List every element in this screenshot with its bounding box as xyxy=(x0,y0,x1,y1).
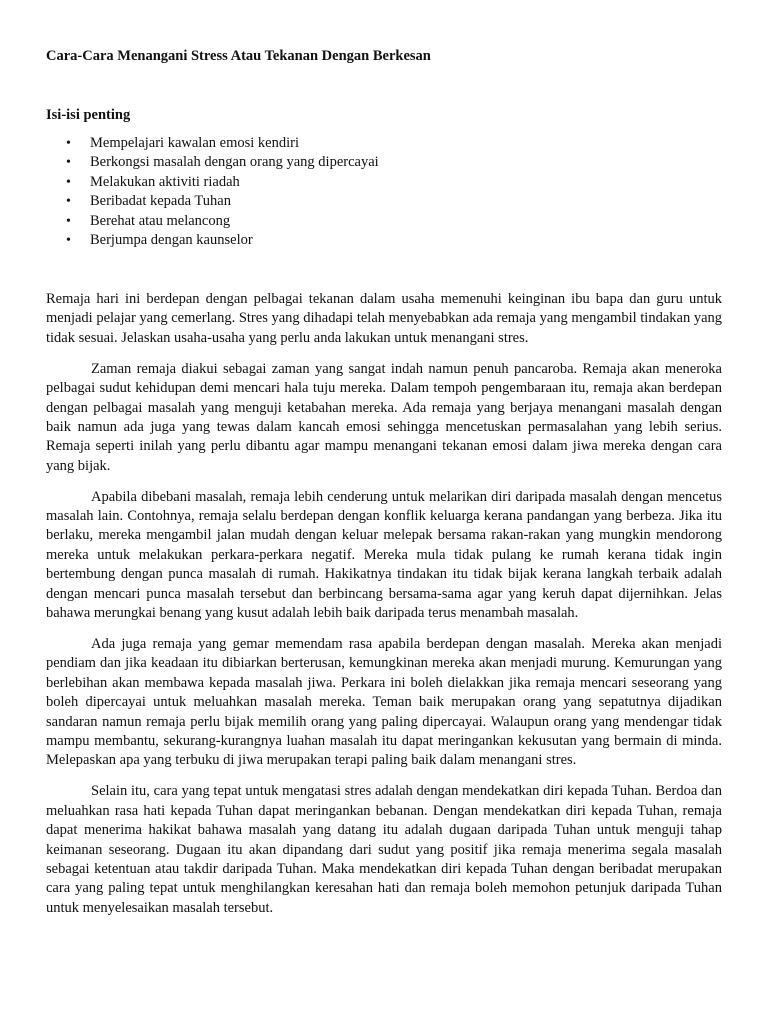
bullet-icon: • xyxy=(66,213,71,229)
list-item xyxy=(46,173,379,192)
paragraph-3: Ada juga remaja yang gemar memendam rasa apabila berdepan dengan masalah. Mereka akan menjadi pendiam dan jika keadaan itu dibiarkan berterusan, kemungkinan mereka akan menjadi murung. Kemurungan yang berlebihan akan membawa kepada masalah jiwa. Perkara ini boleh dielakkan jika remaja mencari seseorang yang boleh dipercayai untuk meluahkan masalah mereka. Teman baik merupakan orang yang sepatutnya dijadikan sandaran namun remaja perlu bijak memilih orang yang paling dipercayai. Walaupun orang yang mendengar tidak mampu membantu, sekurang-kurangnya luahan masalah itu dapat meringankan kekusutan yang bermain di minda. Melepaskan apa yang terbuku di jiwa merupakan terapi paling baik dalam menangani stres. xyxy=(46,636,722,769)
list-item xyxy=(46,231,379,250)
list-item-text: Mempelajari kawalan emosi kendiri xyxy=(90,135,299,151)
paragraph-intro: Remaja hari ini berdepan dengan pelbagai tekanan dalam usaha memenuhi keinginan ibu bapa dan guru untuk menjadi pelajar yang cemerlang. Stres yang dihadapi telah menyebabkan ada remaja yang mengambil tindakan yang tidak sesuai. Jelaskan usaha-usaha yang perlu anda lakukan untuk menangani stres. xyxy=(46,291,723,346)
list-item xyxy=(46,153,379,172)
list-item xyxy=(46,192,379,211)
document-title: Cara-Cara Menangani Stress Atau Tekanan Dengan Berkesan xyxy=(46,48,431,64)
paragraph-2: Apabila dibebani masalah, remaja lebih cenderung untuk melarikan diri daripada masalah dengan mencetus masalah lain. Contohnya, remaja selalu berdepan dengan konflik keluarga kerana pandangan yang berbeza. Jika itu berlaku, mereka mengambil jalan mudah dengan keluar melepak bersama rakan-rakan yang mungkin mendorong mereka untuk melakukan perkara-perkara negatif. Mereka mula tidak pulang ke rumah kerana tidak ingin bertembung dengan punca masalah di rumah. Hakikatnya tindakan itu tidak bijak kerana langkah terbaik adalah dengan mencari punca masalah tersebut dan berbincang bersama-sama agar yang keruh dapat dijernihkan. Jelas bahawa merungkai benang yang kusut adalah lebih baik daripada terus menambah masalah. xyxy=(46,488,722,622)
bullet-icon: • xyxy=(66,136,71,151)
bullet-icon: • xyxy=(66,155,71,171)
paragraph-4: Selain itu, cara yang tepat untuk mengatasi stres adalah dengan mendekatkan diri kepada Tuhan. Berdoa dan meluahkan rasa hati kepada Tuhan dapat meringankan bebanan. Dengan mendekatkan diri kepada Tuhan, remaja dapat menerima hakikat bahawa masalah yang datang itu adalah dugaan daripada Tuhan untuk menguji tahap keimanan seseorang. Dugaan itu akan dipandang dari sudut yang positif jika remaja menerima segala masalah sebagai ketentuan atau takdir daripada Tuhan. Maka mendekatkan diri kepada Tuhan dengan beribadat merupakan cara yang paling tepat untuk menghilangkan keresahan hati dan remaja boleh memohon petunjuk daripada Tuhan untuk menyelesaikan masalah tersebut. xyxy=(46,783,722,916)
list-item-text: Berkongsi masalah dengan orang yang dipercayai xyxy=(90,154,379,171)
list-item xyxy=(46,134,379,153)
bullet-icon: • xyxy=(66,194,71,210)
bullet-icon: • xyxy=(66,233,71,249)
list-item-text: Berehat atau melancong xyxy=(90,212,231,229)
key-points-heading: Isi-isi penting xyxy=(46,107,131,123)
list-item-text: Beribadat kepada Tuhan xyxy=(90,193,231,210)
paragraph-1: Zaman remaja diakui sebagai zaman yang sangat indah namun penuh pancaroba. Remaja akan meneroka pelbagai sudut kehidupan demi mencari hala tuju mereka. Dalam tempoh pengembaraan itu, remaja akan berdepan dengan pelbagai masalah yang menguji ketabahan mereka. Ada remaja yang berjaya menangani masalah dengan baik namun ada juga yang tewas dalam kancah emosi sehingga mencetuskan permasalahan yang lebih serius. Remaja seperti inilah yang perlu dibantu agar mampu menangani tekanan emosi dalam jiwa mereka dengan cara yang bijak. xyxy=(46,360,722,474)
list-item xyxy=(46,212,379,231)
list-item-text: Melakukan aktiviti riadah xyxy=(90,173,240,190)
list-item-text: Berjumpa dengan kaunselor xyxy=(90,232,253,249)
bullet-icon: • xyxy=(66,174,71,190)
document-body xyxy=(46,290,722,930)
key-points-list xyxy=(46,134,379,250)
